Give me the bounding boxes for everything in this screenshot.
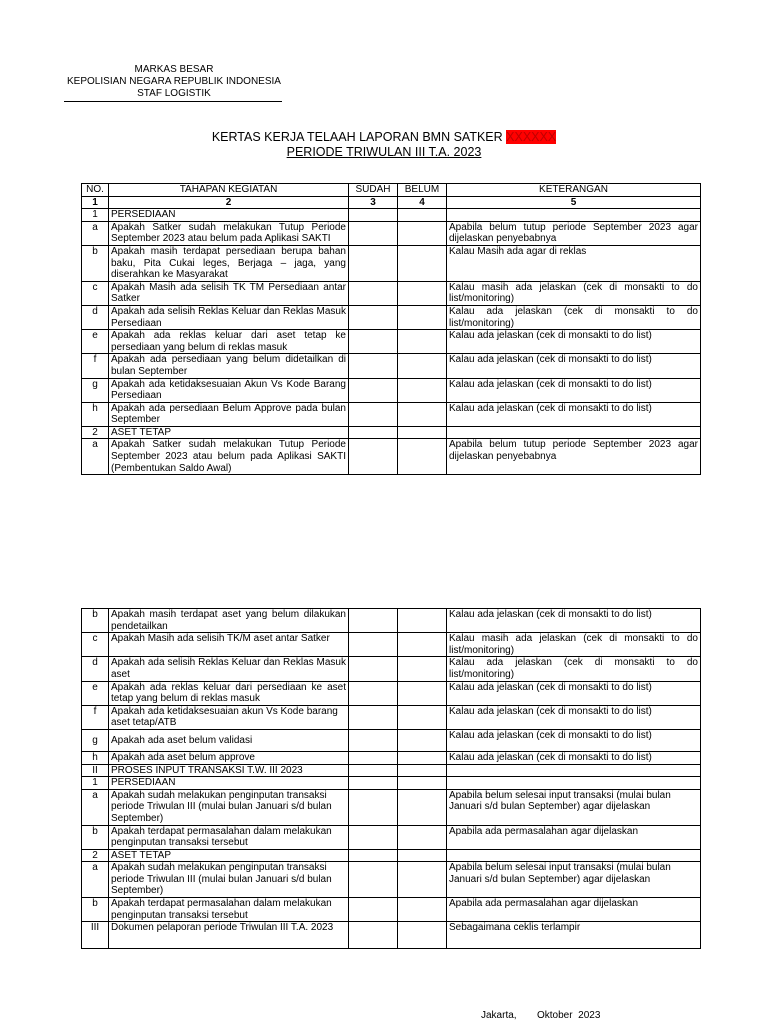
col-header-belum: BELUM xyxy=(398,184,447,197)
section-row: 1 PERSEDIAAN xyxy=(82,209,701,222)
col-header-tahapan: TAHAPAN KEGIATAN xyxy=(109,184,349,197)
sudah-cell[interactable] xyxy=(349,378,398,402)
table-row: b Apakah terdapat permasalahan dalam melakukan penginputan transaksi tersebut Apabila ada permasalahan agar dijelaskan xyxy=(82,825,701,849)
belum-cell[interactable] xyxy=(398,354,447,378)
document-title-text: KERTAS KERJA TELAAH LAPORAN BMN SATKER xyxy=(211,130,503,144)
worksheet-table-page-1 xyxy=(81,183,701,475)
belum-cell[interactable] xyxy=(398,281,447,305)
table-row: c Apakah Masih ada selisih TK/M aset antar Satker Kalau masih ada jelaskan (cek di monsakti to do list/monitoring) xyxy=(82,633,701,657)
sudah-cell[interactable] xyxy=(349,705,398,729)
belum-cell[interactable] xyxy=(398,330,447,354)
table-column-number-row xyxy=(82,196,701,209)
table-row: h Apakah ada aset belum approve Kalau ada jelaskan (cek di monsakti to do list) xyxy=(82,751,701,764)
letterhead-line-3: STAF LOGISTIK xyxy=(137,88,211,99)
worksheet-table-page-2 xyxy=(81,608,701,949)
letterhead xyxy=(64,64,284,102)
table-row: a Apakah Satker sudah melakukan Tutup Periode September 2023 atau belum pada Aplikasi SAKTI (Pembentukan Saldo Awal) Apabila belum tutup periode September 2023 agar dijelaskan penyebabnya xyxy=(82,439,701,475)
signature-date: Oktober 2023 xyxy=(537,1010,601,1021)
table-row: b Apakah masih terdapat persediaan berupa bahan baku, Pita Cukai leges, Berjaga – jaga, yang diserahkan ke Masyarakat Kalau Masih ada agar di reklas xyxy=(82,245,701,281)
table-row: e Apakah ada reklas keluar dari persediaan ke aset tetap yang belum di reklas masuk Kalau ada jelaskan (cek di monsakti to do list) xyxy=(82,681,701,705)
sudah-cell[interactable] xyxy=(349,281,398,305)
belum-cell[interactable] xyxy=(398,751,447,764)
sudah-cell[interactable] xyxy=(349,862,398,898)
section-row: 2 ASET TETAP xyxy=(82,849,701,862)
col-number: 5 xyxy=(447,196,701,209)
redacted-satker-name: XXXXXX xyxy=(506,130,557,144)
table-row: e Apakah ada reklas keluar dari aset tetap ke persediaan yang belum di reklas masuk Kalau ada jelaskan (cek di monsakti to do list) xyxy=(82,330,701,354)
belum-cell[interactable] xyxy=(398,378,447,402)
sudah-cell[interactable] xyxy=(349,922,398,949)
table-row: f Apakah ada ketidaksesuaian akun Vs Kode barang aset tetap/ATB Kalau ada jelaskan (cek di monsakti to do list) xyxy=(82,705,701,729)
sudah-cell[interactable] xyxy=(349,439,398,475)
sudah-cell[interactable] xyxy=(349,221,398,245)
table-row: b Apakah masih terdapat aset yang belum dilakukan pendetailkan Kalau ada jelaskan (cek di monsakti to do list) xyxy=(82,609,701,633)
belum-cell[interactable] xyxy=(398,633,447,657)
table-row: b Apakah terdapat permasalahan dalam melakukan penginputan transaksi tersebut Apabila ada permasalahan agar dijelaskan xyxy=(82,898,701,922)
sudah-cell[interactable] xyxy=(349,354,398,378)
table-row: g Apakah ada aset belum validasi Kalau ada jelaskan (cek di monsakti to do list) xyxy=(82,729,701,751)
table-row: f Apakah ada persediaan yang belum didetailkan di bulan September Kalau ada jelaskan (cek di monsakti to do list) xyxy=(82,354,701,378)
letterhead-underline xyxy=(64,101,282,102)
letterhead-line-1: MARKAS BESAR xyxy=(134,64,214,75)
belum-cell[interactable] xyxy=(398,221,447,245)
sudah-cell[interactable] xyxy=(349,657,398,681)
col-header-sudah: SUDAH xyxy=(349,184,398,197)
table-row: h Apakah ada persediaan Belum Approve pada bulan September Kalau ada jelaskan (cek di monsakti to do list) xyxy=(82,402,701,426)
belum-cell[interactable] xyxy=(398,825,447,849)
col-number: 4 xyxy=(398,196,447,209)
sudah-cell[interactable] xyxy=(349,609,398,633)
letterhead-line-2: KEPOLISIAN NEGARA REPUBLIK INDONESIA xyxy=(67,76,281,87)
sudah-cell[interactable] xyxy=(349,245,398,281)
col-number: 3 xyxy=(349,196,398,209)
belum-cell[interactable] xyxy=(398,789,447,825)
sudah-cell[interactable] xyxy=(349,825,398,849)
section-row: II PROSES INPUT TRANSAKSI T.W. III 2023 xyxy=(82,764,701,777)
belum-cell[interactable] xyxy=(398,609,447,633)
sudah-cell[interactable] xyxy=(349,751,398,764)
belum-cell[interactable] xyxy=(398,922,447,949)
table-row: c Apakah Masih ada selisih TK TM Persediaan antar Satker Kalau masih ada jelaskan (cek di monsakti to do list/monitoring) xyxy=(82,281,701,305)
sudah-cell[interactable] xyxy=(349,305,398,329)
belum-cell[interactable] xyxy=(398,245,447,281)
sudah-cell[interactable] xyxy=(349,789,398,825)
belum-cell[interactable] xyxy=(398,657,447,681)
table-row: a Apakah Satker sudah melakukan Tutup Periode September 2023 atau belum pada Aplikasi SAKTI Apabila belum tutup periode September 2023 agar dijelaskan penyebabnya xyxy=(82,221,701,245)
document-period-text: PERIODE TRIWULAN III T.A. 2023 xyxy=(286,145,482,159)
belum-cell[interactable] xyxy=(398,439,447,475)
belum-cell[interactable] xyxy=(398,729,447,751)
sudah-cell[interactable] xyxy=(349,729,398,751)
table-row: a Apakah sudah melakukan penginputan transaksi periode Triwulan III (mulai bulan Januari s/d bulan September) Apabila belum selesai input transaksi (mulai bulan Januari s/d bulan September) agar dijelaskan xyxy=(82,789,701,825)
sudah-cell[interactable] xyxy=(349,633,398,657)
belum-cell[interactable] xyxy=(398,402,447,426)
col-number: 2 xyxy=(109,196,349,209)
document-period xyxy=(0,145,768,159)
table-row: a Apakah sudah melakukan penginputan transaksi periode Triwulan III (mulai bulan Januari s/d bulan September) Apabila belum selesai input transaksi (mulai bulan Januari s/d bulan September) agar dijelaskan xyxy=(82,862,701,898)
table-row: d Apakah ada selisih Reklas Keluar dan Reklas Masuk Persediaan Kalau ada jelaskan (cek di monsakti to do list/monitoring) xyxy=(82,305,701,329)
col-header-no: NO. xyxy=(82,184,109,197)
belum-cell[interactable] xyxy=(398,862,447,898)
belum-cell[interactable] xyxy=(398,705,447,729)
section-row: 2 ASET TETAP xyxy=(82,426,701,439)
signature-place: Jakarta, xyxy=(481,1010,517,1021)
table-header-row xyxy=(82,184,701,197)
section-row: 1 PERSEDIAAN xyxy=(82,777,701,790)
sudah-cell[interactable] xyxy=(349,681,398,705)
belum-cell[interactable] xyxy=(398,305,447,329)
table-row: g Apakah ada ketidaksesuaian Akun Vs Kode Barang Persediaan Kalau ada jelaskan (cek di monsakti to do list) xyxy=(82,378,701,402)
col-number: 1 xyxy=(82,196,109,209)
sudah-cell[interactable] xyxy=(349,330,398,354)
col-header-keterangan: KETERANGAN xyxy=(447,184,701,197)
table-row: d Apakah ada selisih Reklas Keluar dan Reklas Masuk aset Kalau ada jelaskan (cek di monsakti to do list/monitoring) xyxy=(82,657,701,681)
belum-cell[interactable] xyxy=(398,898,447,922)
document-title xyxy=(0,130,768,144)
sudah-cell[interactable] xyxy=(349,898,398,922)
belum-cell[interactable] xyxy=(398,681,447,705)
table-row: III Dokumen pelaporan periode Triwulan III T.A. 2023 Sebagaimana ceklis terlampir xyxy=(82,922,701,949)
sudah-cell[interactable] xyxy=(349,402,398,426)
